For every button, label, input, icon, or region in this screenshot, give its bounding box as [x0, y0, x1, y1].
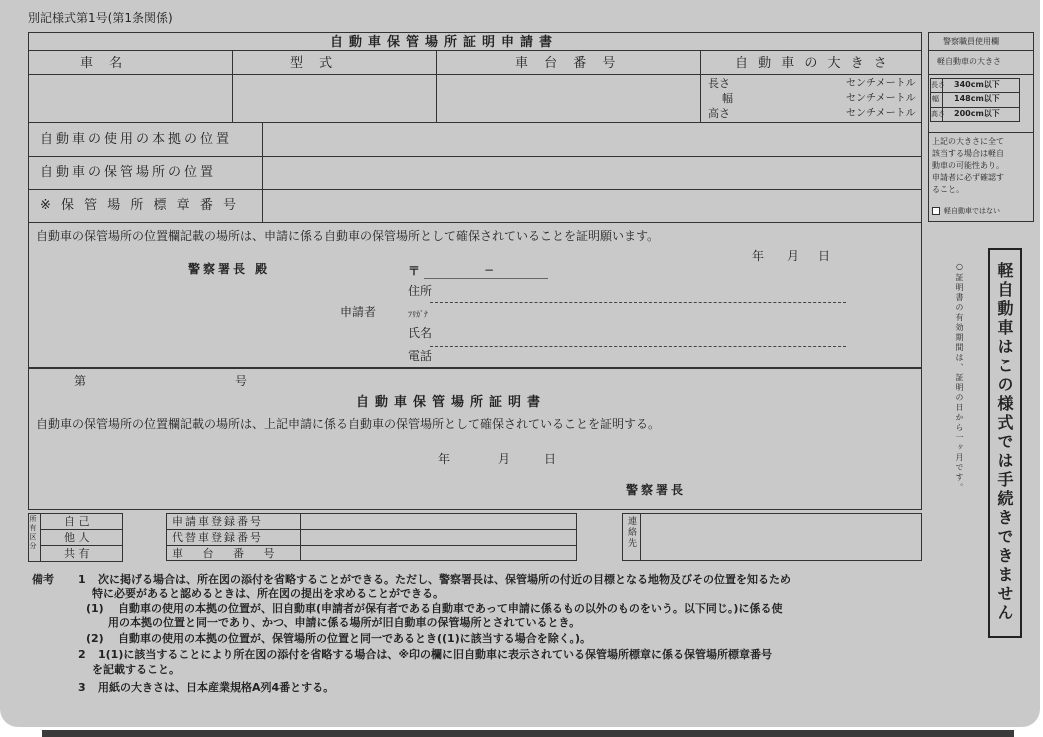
cert-title: 自動車保管場所証明書 — [356, 395, 547, 410]
kei-note-line-2: 該当する場合は軽自 — [932, 149, 1004, 158]
cert-sentence: 自動車の保管場所の位置欄記載の場所は、上記申請に係る自動車の保管場所として確保されていることを証明する。 — [36, 417, 661, 431]
cert-month-label: 月 — [498, 452, 511, 466]
kei-limit-width-dim: 幅 — [932, 95, 939, 103]
kei-limit-length-dim: 長さ — [931, 81, 945, 89]
applicant-furigana-label: ﾌﾘｶﾞﾅ — [408, 310, 428, 319]
note-1-1-text: 自動車の使用の本拠の位置が、旧自動車(申請者が保有者である自動車であって申請に係るもの以外のものをいう。以下同じ。)に係る使 — [118, 602, 783, 615]
applicant-phone-label: 電話 — [408, 349, 433, 363]
size-width-unit: センチメートル — [846, 93, 916, 104]
note-2-cont: を記載すること。 — [92, 663, 180, 676]
kei-limit-height-value: 200cm以下 — [954, 109, 1000, 118]
form-number: 別記様式第1号(第1条関係) — [28, 11, 173, 25]
note-1-text: 次に掲げる場合は、所在図の添付を省略することができる。ただし、警察署長は、保管場所の付近の目標となる地物及びその位置を知るため — [98, 573, 791, 586]
cert-police-chief: 警察署長 — [626, 483, 687, 497]
kei-limit-width-value: 148cm以下 — [954, 94, 1000, 103]
request-sentence: 自動車の保管場所の位置欄記載の場所は、申請に係る自動車の保管場所として確保されていることを証明願います。 — [36, 229, 660, 243]
applicant-label: 申請者 — [340, 305, 377, 319]
validity-note: ○証明書の有効期間は、証明の日から一ヶ月です。 — [955, 262, 964, 493]
reg-chassis: 車 台 番 号 — [172, 547, 283, 560]
kei-note-line-3: 動車の可能性あり。 — [932, 161, 1004, 170]
note-3-text: 用紙の大きさは、日本産業規格A列4番とする。 — [98, 681, 335, 694]
reg-applicant-car: 申請車登録番号 — [172, 515, 263, 528]
ownership-side-label: 所有区分 — [29, 515, 37, 551]
applicant-name-label: 氏名 — [408, 326, 433, 340]
note-1-2-num: (2) — [86, 632, 104, 645]
kei-note-line-1: 上記の大きさに全て — [932, 137, 1004, 146]
note-2-text: 1(1)に該当することにより所在図の添付を省略する場合は、※印の欄に旧自動車に表示されている保管場所標章に係る保管場所標章番号 — [98, 648, 773, 661]
size-height-label: 高さ — [708, 107, 730, 120]
cert-number-suffix: 号 — [235, 374, 248, 388]
ownership-option-other[interactable]: 他 人 — [64, 531, 90, 544]
cert-day-label: 日 — [544, 452, 557, 466]
ownership-option-self[interactable]: 自 己 — [64, 515, 90, 528]
police-chief-address: 警察署長 殿 — [188, 262, 271, 276]
kei-limit-length-value: 340cm以下 — [954, 80, 1000, 89]
note-3-num: 3 — [78, 681, 86, 694]
size-length-label: 長さ — [708, 77, 730, 90]
contact-box — [622, 513, 922, 561]
kei-size-title: 軽自動車の大きさ — [937, 57, 1001, 66]
storage-location-label: 自動車の保管場所の位置 — [40, 165, 217, 180]
police-use-title: 警察職員使用欄 — [943, 37, 999, 46]
header-size: 自 動 車 の 大 き さ — [735, 56, 890, 71]
note-1-num: 1 — [78, 573, 86, 586]
header-car-name: 車 名 — [80, 56, 129, 71]
cert-number-prefix: 第 — [74, 374, 87, 388]
kei-limit-height-dim: 高さ — [931, 110, 945, 118]
cert-year-label: 年 — [438, 452, 451, 466]
kei-note-line-4: 申請者に必ず確認す — [932, 173, 1004, 182]
applicant-address-label: 住所 — [408, 284, 433, 298]
note-2-num: 2 — [78, 648, 86, 661]
size-width-label: 幅 — [722, 92, 733, 105]
request-month-label: 月 — [787, 249, 800, 263]
request-year-label: 年 — [752, 249, 765, 263]
request-day-label: 日 — [818, 249, 831, 263]
note-1-1-num: (1) — [86, 602, 104, 615]
not-kei-checkbox-label: 軽自動車ではない — [944, 207, 1000, 215]
postal-dash: − — [484, 263, 495, 277]
form-title: 自動車保管場所証明申請書 — [330, 35, 559, 50]
ownership-option-shared[interactable]: 共 有 — [64, 547, 90, 560]
not-kei-checkbox[interactable] — [932, 207, 940, 215]
note-1-2-text: 自動車の使用の本拠の位置が、保管場所の位置と同一であるとき((1)に該当する場合を除く。)。 — [118, 632, 592, 645]
kei-note-line-5: ること。 — [932, 185, 964, 194]
notes-label: 備考 — [32, 573, 54, 586]
size-height-unit: センチメートル — [846, 108, 916, 119]
size-length-unit: センチメートル — [846, 78, 916, 89]
use-location-label: 自動車の使用の本拠の位置 — [40, 132, 233, 147]
reg-replacement-car: 代替車登録番号 — [172, 531, 263, 544]
note-1-cont: 特に必要があると認めるときは、所在図の提出を求めることができる。 — [92, 587, 444, 600]
postal-mark: 〒 — [408, 264, 421, 278]
sticker-number-label: ※ 保 管 場 所 標 章 番 号 — [40, 198, 239, 213]
note-1-1-cont: 用の本拠の位置と同一であり、かつ、申請に係る場所が旧自動車の保管場所とされているとき。 — [108, 616, 581, 629]
header-model: 型 式 — [290, 56, 339, 71]
bottom-bar — [42, 730, 1014, 737]
certificate-table — [28, 368, 922, 510]
kei-warning-text: 軽自動車はこの様式では手続きできません — [995, 262, 1014, 623]
contact-label: 連絡先 — [626, 516, 636, 549]
header-chassis: 車 台 番 号 — [515, 56, 622, 71]
